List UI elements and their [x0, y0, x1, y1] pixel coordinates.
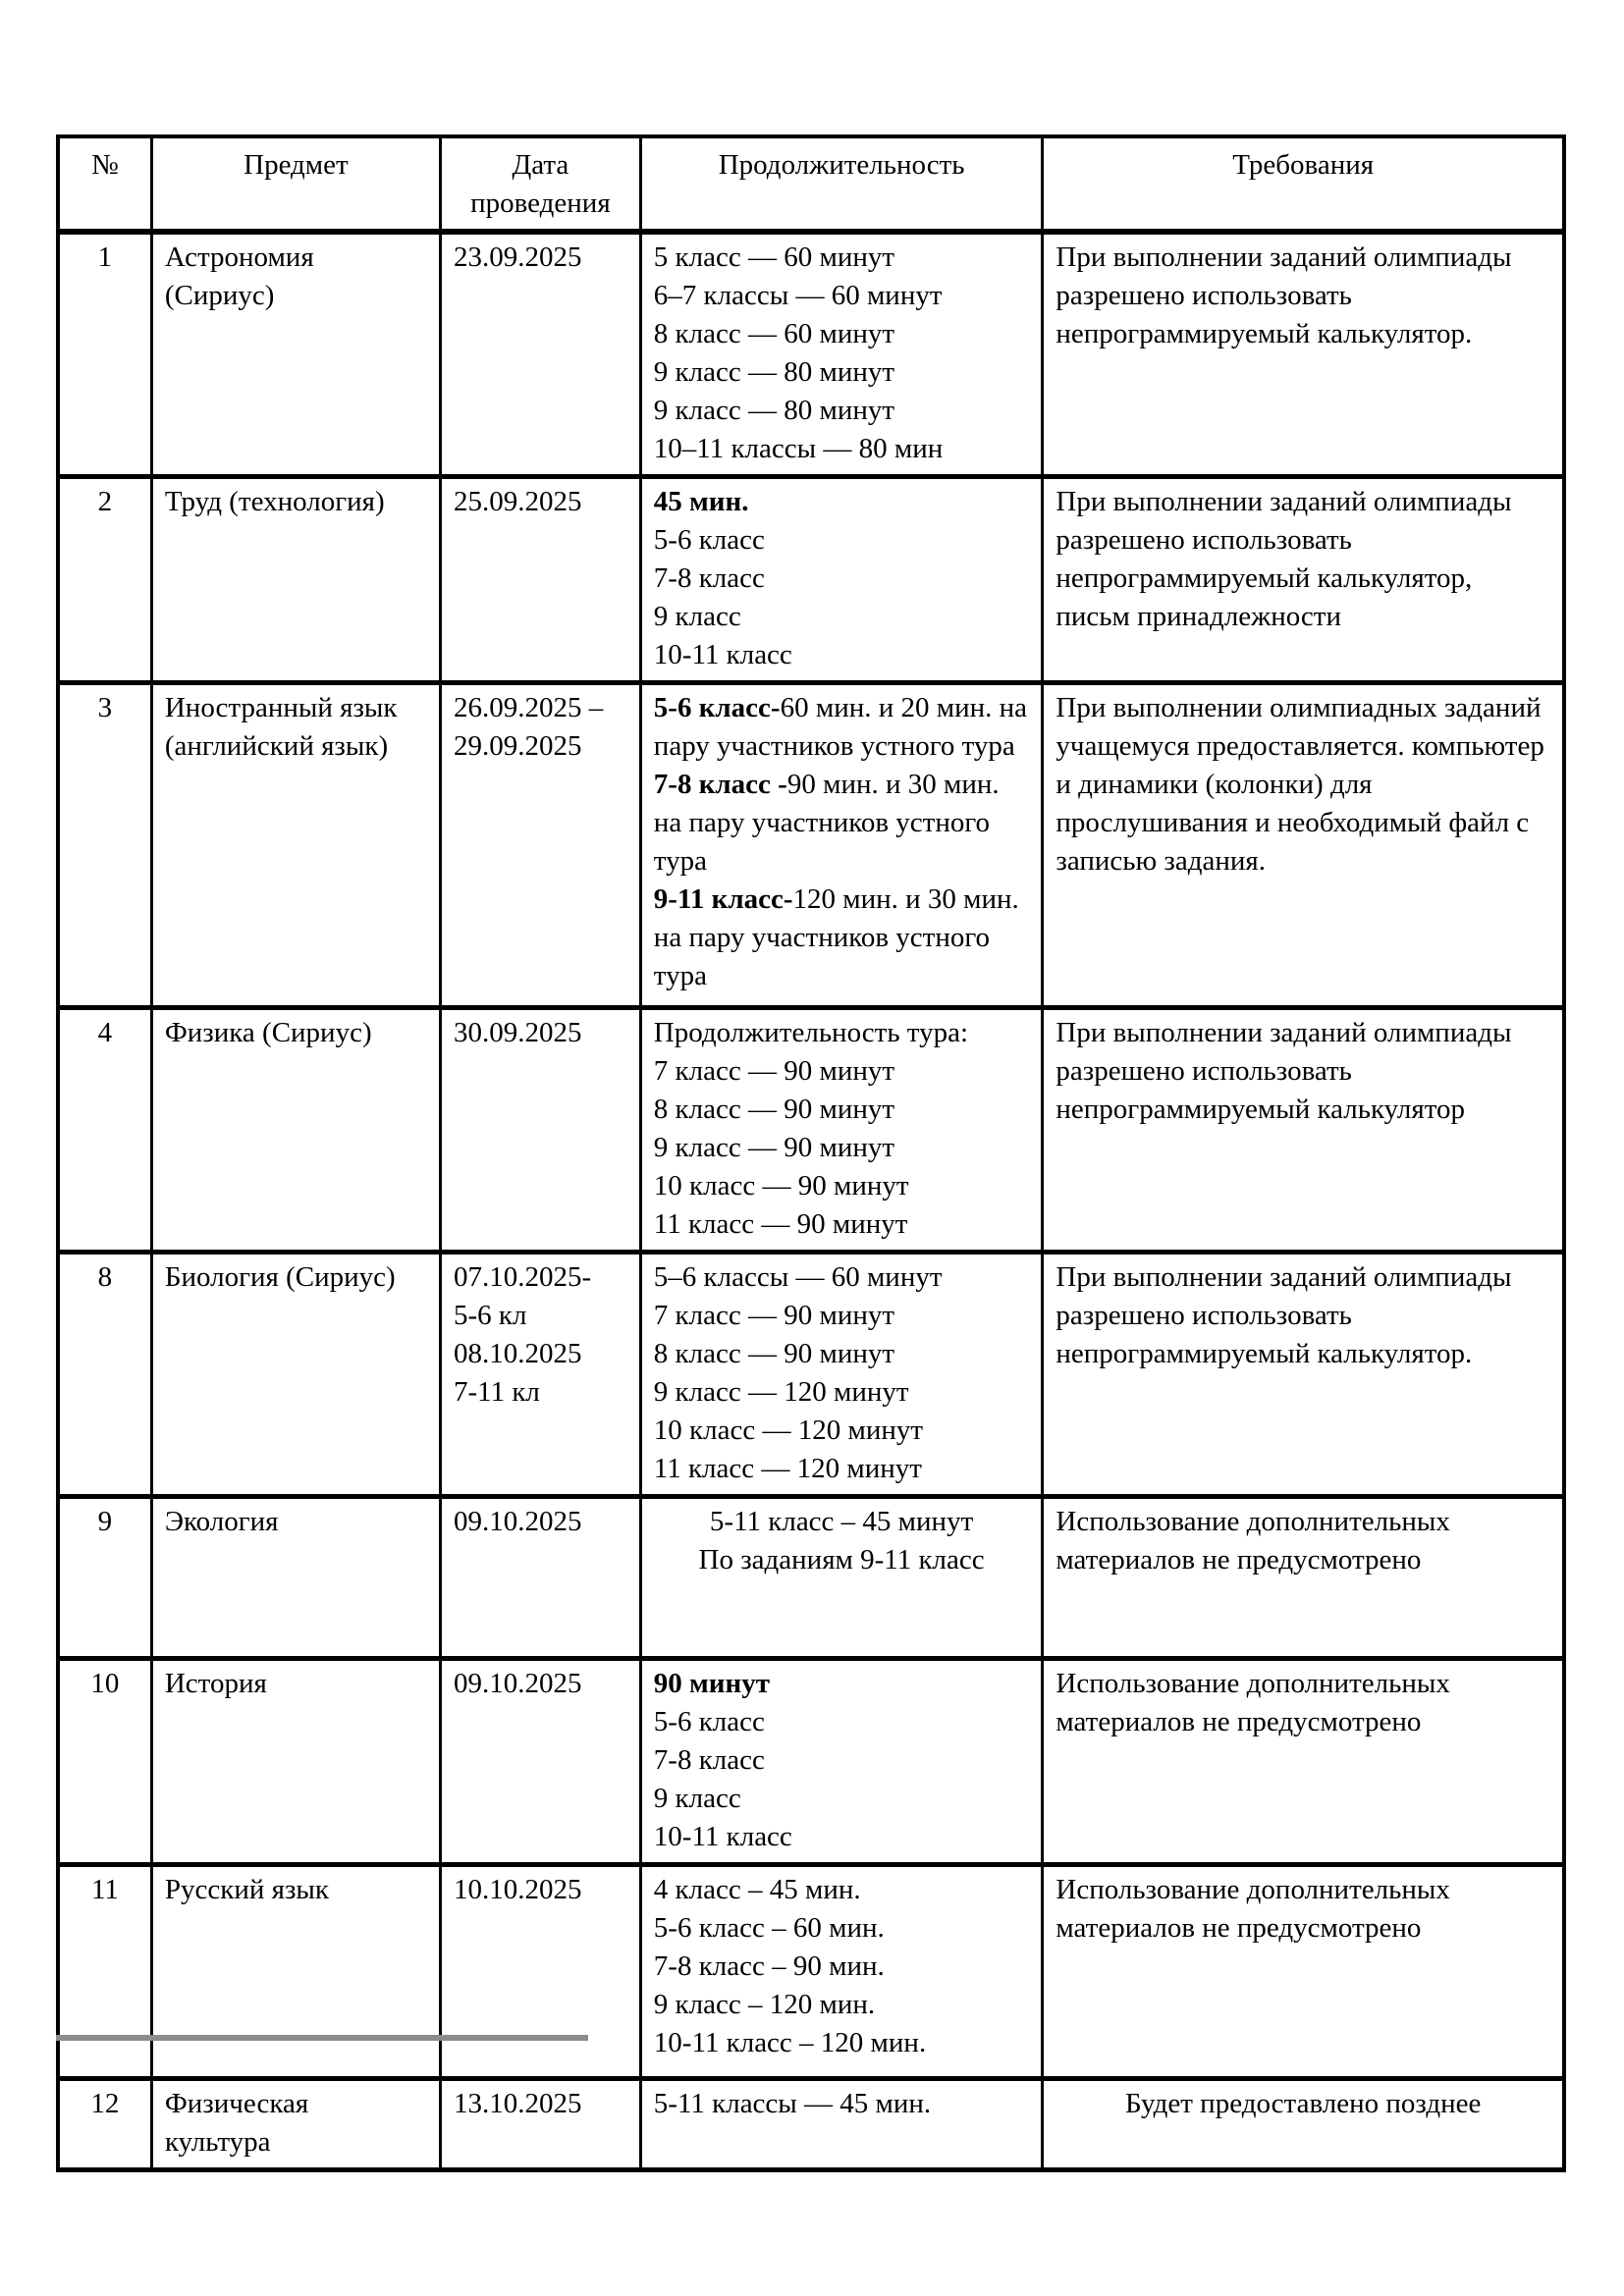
duration-line — [654, 2024, 1030, 2062]
subject-line: Биология (Сириус) — [164, 1261, 396, 1293]
duration-text: 5-11 классы — 45 мин. — [653, 2088, 932, 2119]
cell-subject — [151, 1497, 440, 1659]
duration-text: 8 класс — 60 минут — [653, 318, 895, 349]
duration-text: 4 класс – 45 мин. — [653, 1874, 861, 1905]
duration-text: 10-11 класс — [653, 639, 792, 670]
duration-bold-text: 5-6 класс- — [653, 692, 781, 723]
duration-text: 7-8 класс — [653, 562, 765, 594]
date-line: 25.09.2025 — [454, 486, 582, 517]
duration-line — [654, 766, 1030, 881]
duration-text: 10-11 класс – 120 мин. — [653, 2027, 927, 2058]
duration-text: 7-8 класс — [653, 1744, 765, 1776]
cell-number: 8 — [58, 1253, 151, 1497]
duration-text: 10–11 классы — 80 мин — [653, 433, 944, 464]
header-requirements: Требования — [1043, 136, 1564, 232]
cell-date — [441, 1253, 641, 1497]
duration-line — [654, 1129, 1030, 1167]
duration-text: 5-6 класс – 60 мин. — [653, 1912, 885, 1944]
duration-text: 9 класс — [653, 601, 741, 632]
cell-number: 2 — [58, 477, 151, 683]
cell-date — [441, 232, 641, 477]
duration-line — [654, 1373, 1030, 1412]
date-line: 08.10.2025 — [454, 1338, 582, 1369]
table-body — [58, 232, 1564, 2170]
cell-number: 9 — [58, 1497, 151, 1659]
table-row — [58, 1865, 1564, 2079]
cell-duration — [640, 2079, 1043, 2170]
subject-line: Физическая — [164, 2088, 309, 2119]
duration-line — [654, 560, 1030, 598]
duration-line — [654, 1052, 1030, 1091]
header-row — [58, 136, 1564, 232]
duration-line — [654, 1503, 1030, 1541]
duration-text: 8 класс — 90 минут — [653, 1338, 895, 1369]
duration-text: 5-11 класс – 45 минут — [709, 1506, 974, 1537]
date-line: 29.09.2025 — [454, 730, 582, 762]
subject-line: (Сириус) — [164, 280, 275, 311]
date-line: 07.10.2025- — [454, 1261, 592, 1293]
table-row — [58, 1253, 1564, 1497]
cell-number: 11 — [58, 1865, 151, 2079]
duration-bold-text: 9-11 класс- — [653, 883, 793, 915]
duration-line — [654, 1818, 1030, 1856]
duration-text: 7 класс — 90 минут — [653, 1300, 895, 1331]
duration-line — [654, 430, 1030, 468]
header-date: Дата проведения — [441, 136, 641, 232]
duration-text: 11 класс — 90 минут — [653, 1208, 908, 1240]
date-line: 09.10.2025 — [454, 1506, 582, 1537]
date-line: 5-6 кл — [454, 1300, 527, 1331]
duration-text: 10-11 класс — [653, 1821, 792, 1852]
duration-text: 60 мин. и 20 мин. на пару участников устного тура — [653, 692, 1028, 762]
table-row — [58, 683, 1564, 1008]
date-line: 09.10.2025 — [454, 1668, 582, 1699]
subject-line: Экология — [164, 1506, 279, 1537]
duration-line — [654, 1871, 1030, 1909]
duration-line — [654, 1665, 1030, 1703]
duration-line — [654, 1741, 1030, 1780]
table-header — [58, 136, 1564, 232]
cell-number: 10 — [58, 1659, 151, 1865]
duration-line — [654, 1167, 1030, 1205]
duration-line — [654, 1780, 1030, 1818]
duration-text: 7 класс — 90 минут — [653, 1055, 895, 1087]
cell-subject — [151, 1253, 440, 1497]
cell-subject — [151, 1659, 440, 1865]
table-row — [58, 1008, 1564, 1253]
duration-line — [654, 881, 1030, 995]
subject-line: Русский язык — [164, 1874, 329, 1905]
cell-duration — [640, 1497, 1043, 1659]
subject-line: культура — [164, 2126, 271, 2158]
header-num: № — [58, 136, 151, 232]
date-line: 30.09.2025 — [454, 1017, 582, 1048]
duration-bold-text: 45 мин. — [653, 486, 749, 517]
date-line: 7-11 кл — [454, 1376, 540, 1408]
date-line: 23.09.2025 — [454, 241, 582, 273]
duration-text: 9 класс — 90 минут — [653, 1132, 895, 1163]
cell-requirements: Использование дополнительных материалов не предусмотрено — [1043, 1497, 1564, 1659]
duration-line — [654, 1948, 1030, 1986]
duration-text: 5 класс — 60 минут — [653, 241, 895, 273]
cell-duration — [640, 1253, 1043, 1497]
cell-date — [441, 683, 641, 1008]
duration-line — [654, 521, 1030, 560]
subject-line: Иностранный язык — [164, 692, 398, 723]
duration-text: 10 класс — 120 минут — [653, 1415, 924, 1446]
duration-line — [654, 1412, 1030, 1450]
duration-line — [654, 1091, 1030, 1129]
date-line: 13.10.2025 — [454, 2088, 582, 2119]
duration-text: 11 класс — 120 минут — [653, 1453, 922, 1484]
duration-line — [654, 1703, 1030, 1741]
subject-line: Астрономия — [164, 241, 314, 273]
duration-line — [654, 483, 1030, 521]
cell-requirements: Использование дополнительных материалов не предусмотрено — [1043, 1659, 1564, 1865]
duration-line — [654, 598, 1030, 636]
duration-line — [654, 353, 1030, 392]
header-duration: Продолжительность — [640, 136, 1043, 232]
cell-subject — [151, 2079, 440, 2170]
duration-line — [654, 1014, 1030, 1052]
cell-subject — [151, 1865, 440, 2079]
duration-text: По заданиям 9-11 класс — [698, 1544, 985, 1575]
duration-line — [654, 315, 1030, 353]
cell-subject — [151, 1008, 440, 1253]
duration-text: 9 класс — 120 минут — [653, 1376, 909, 1408]
duration-text: 10 класс — 90 минут — [653, 1170, 909, 1201]
duration-text: Продолжительность тура: — [653, 1017, 969, 1048]
cell-duration — [640, 232, 1043, 477]
duration-text: 90 мин. и 30 мин. на пару участников устного тура — [653, 769, 1000, 877]
duration-line — [654, 689, 1030, 766]
subject-line: (английский язык) — [164, 730, 389, 762]
cell-date — [441, 1659, 641, 1865]
cell-date — [441, 1008, 641, 1253]
cell-number: 4 — [58, 1008, 151, 1253]
duration-line — [654, 277, 1030, 315]
duration-line — [654, 1909, 1030, 1948]
duration-text: 9 класс — 80 минут — [653, 395, 895, 426]
duration-line — [654, 1986, 1030, 2024]
cell-duration — [640, 1659, 1043, 1865]
cell-subject — [151, 477, 440, 683]
cell-number: 1 — [58, 232, 151, 477]
duration-text: 5-6 класс — [653, 524, 765, 556]
duration-text: 9 класс — [653, 1783, 741, 1814]
cell-date — [441, 1865, 641, 2079]
subject-line: Физика (Сириус) — [164, 1017, 372, 1048]
duration-text: 6–7 классы — 60 минут — [653, 280, 943, 311]
cell-duration — [640, 1008, 1043, 1253]
duration-text: 8 класс — 90 минут — [653, 1094, 895, 1125]
cell-requirements: При выполнении заданий олимпиады разрешено использовать непрограммируемый калькулятор, письм принадлежности — [1043, 477, 1564, 683]
subject-line: История — [164, 1668, 267, 1699]
date-line: 26.09.2025 – — [454, 692, 604, 723]
olympiad-schedule-table — [56, 134, 1566, 2172]
duration-line — [654, 1297, 1030, 1335]
duration-text: 7-8 класс – 90 мин. — [653, 1950, 885, 1982]
cell-duration — [640, 683, 1043, 1008]
header-subject: Предмет — [151, 136, 440, 232]
cell-requirements: При выполнении заданий олимпиады разрешено использовать непрограммируемый калькулятор. — [1043, 232, 1564, 477]
table-row — [58, 1659, 1564, 1865]
scan-artifact-line — [56, 2035, 588, 2041]
duration-line — [654, 1541, 1030, 1579]
cell-requirements: Будет предоставлено позднее — [1043, 2079, 1564, 2170]
table-row — [58, 2079, 1564, 2170]
table-row — [58, 1497, 1564, 1659]
duration-line — [654, 636, 1030, 674]
duration-bold-text: 90 минут — [653, 1668, 770, 1699]
duration-text: 5-6 класс — [653, 1706, 765, 1737]
cell-duration — [640, 1865, 1043, 2079]
duration-text: 120 мин. и 30 мин. на пару участников устного тура — [653, 883, 1019, 991]
cell-requirements: При выполнении олимпиадных заданий учащемуся предоставляется. компьютер и динамики (колонки) для прослушивания и необходимый файл с записью задания. — [1043, 683, 1564, 1008]
table-row — [58, 477, 1564, 683]
duration-text: 9 класс – 120 мин. — [653, 1989, 876, 2020]
duration-line — [654, 239, 1030, 277]
cell-number: 3 — [58, 683, 151, 1008]
duration-line — [654, 1205, 1030, 1244]
duration-line — [654, 1335, 1030, 1373]
duration-line — [654, 2085, 1030, 2123]
cell-requirements: При выполнении заданий олимпиады разрешено использовать непрограммируемый калькулятор — [1043, 1008, 1564, 1253]
duration-line — [654, 1258, 1030, 1297]
duration-text: 5–6 классы — 60 минут — [653, 1261, 943, 1293]
cell-date — [441, 1497, 641, 1659]
subject-line: Труд (технология) — [164, 486, 385, 517]
table-row — [58, 232, 1564, 477]
cell-requirements: Использование дополнительных материалов не предусмотрено — [1043, 1865, 1564, 2079]
duration-text: 9 класс — 80 минут — [653, 356, 895, 388]
duration-bold-text: 7-8 класс - — [653, 769, 787, 800]
cell-date — [441, 2079, 641, 2170]
cell-duration — [640, 477, 1043, 683]
cell-requirements: При выполнении заданий олимпиады разрешено использовать непрограммируемый калькулятор. — [1043, 1253, 1564, 1497]
cell-date — [441, 477, 641, 683]
cell-number: 12 — [58, 2079, 151, 2170]
duration-line — [654, 1450, 1030, 1488]
cell-subject — [151, 232, 440, 477]
cell-subject — [151, 683, 440, 1008]
date-line: 10.10.2025 — [454, 1874, 582, 1905]
duration-line — [654, 392, 1030, 430]
